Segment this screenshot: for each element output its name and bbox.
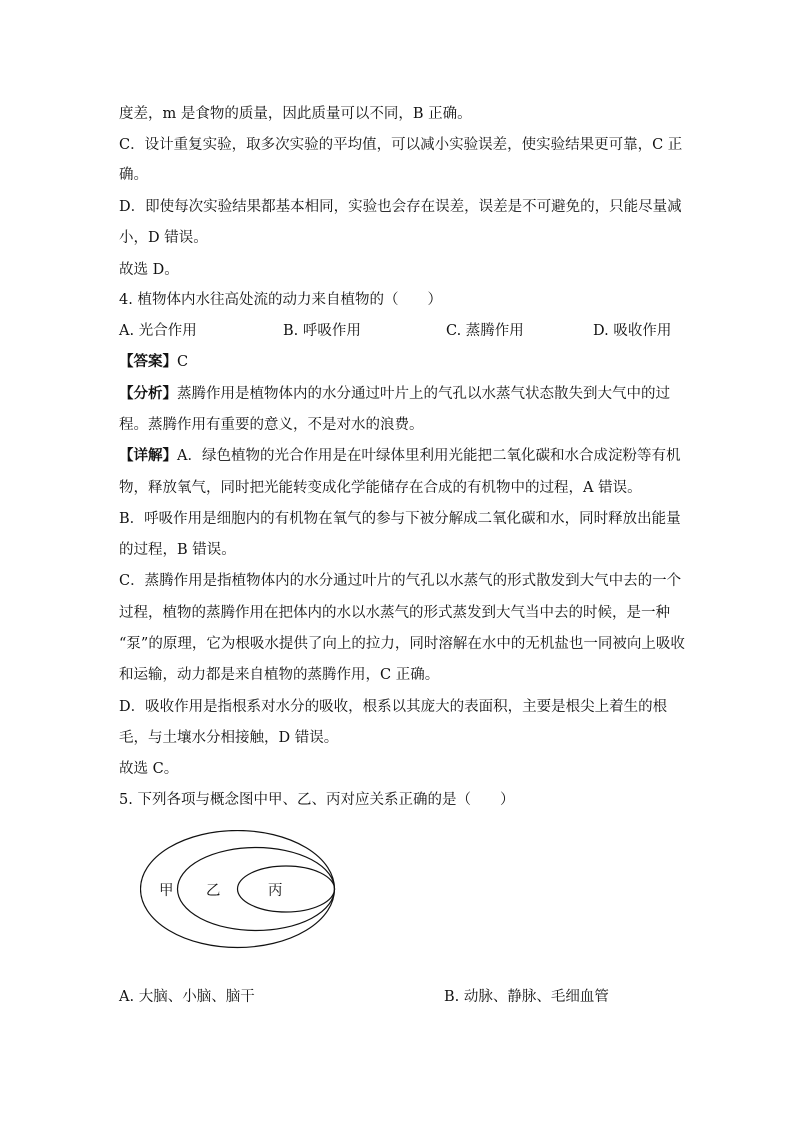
text-line: 毛，与土壤水分相接触，D 错误。 bbox=[119, 730, 339, 746]
answer-value: C bbox=[177, 354, 189, 370]
text-line: 小，D 错误。 bbox=[119, 230, 208, 246]
q4-answer bbox=[119, 353, 188, 371]
text-line: 程。蒸腾作用有重要的意义，不是对水的浪费。 bbox=[119, 417, 424, 433]
text-line: C．设计重复实验，取多次实验的平均值，可以减小实验误差，使实验结果更可靠，C 正 bbox=[119, 137, 683, 153]
q4-option-b: B. 呼吸作用 bbox=[283, 323, 361, 339]
text-line: 确。 bbox=[119, 167, 148, 183]
answer-label: 【答案】 bbox=[119, 353, 177, 370]
text-line: “泵”的原理，它为根吸水提供了向上的拉力，同时溶解在水中的无机盐也一同被向上吸收 bbox=[119, 636, 685, 652]
text-line: 故选 C。 bbox=[119, 761, 179, 777]
text-line: D．即使每次实验结果都基本相同，实验也会存在误差，误差是不可避免的，只能尽量减 bbox=[119, 199, 682, 215]
q4-option-d: D. 吸收作用 bbox=[593, 323, 672, 339]
inner-ellipse-bing bbox=[238, 866, 335, 912]
detail-label: 【详解】 bbox=[119, 447, 177, 464]
text-line: 的过程，B 错误。 bbox=[119, 542, 236, 558]
text-line: 故选 D。 bbox=[119, 262, 179, 278]
q5-option-b: B. 动脉、静脉、毛细血管 bbox=[444, 989, 609, 1005]
analysis-text: 蒸腾作用是植物体内的水分通过叶片上的气孔以水蒸气状态散失到大气中的过 bbox=[177, 386, 670, 402]
q4-option-c: C. 蒸腾作用 bbox=[446, 323, 524, 339]
question-4-stem: 4. 植物体内水往高处流的动力来自植物的（ ） bbox=[119, 292, 442, 308]
q5-option-a: A. 大脑、小脑、脑干 bbox=[119, 989, 255, 1005]
question-5-stem: 5. 下列各项与概念图中甲、乙、丙对应关系正确的是（ ） bbox=[119, 792, 515, 808]
text-line: 和运输，动力都是来自植物的蒸腾作用，C 正确。 bbox=[119, 667, 440, 683]
middle-ellipse-yi bbox=[178, 848, 335, 931]
q4-analysis bbox=[119, 385, 670, 403]
text-line: B．呼吸作用是细胞内的有机物在氧气的参与下被分解成二氧化碳和水，同时释放出能量 bbox=[119, 511, 681, 527]
text-line: 度差，m 是食物的质量，因此质量可以不同，B 正确。 bbox=[119, 106, 472, 122]
analysis-label: 【分析】 bbox=[119, 385, 177, 402]
text-line: D．吸收作用是指根系对水分的吸收，根系以其庞大的表面积，主要是根尖上着生的根 bbox=[119, 699, 668, 715]
text-line: C．蒸腾作用是指植物体内的水分通过叶片的气孔以水蒸气的形式散发到大气中去的一个 bbox=[119, 573, 682, 589]
label-jia: 甲 bbox=[159, 883, 174, 899]
label-yi: 乙 bbox=[206, 883, 221, 899]
label-bing: 丙 bbox=[268, 883, 283, 899]
concept-diagram bbox=[140, 830, 350, 950]
text-line: 过程，植物的蒸腾作用在把体内的水以水蒸气的形式蒸发到大气当中去的时候，是一种 bbox=[119, 605, 670, 621]
q4-option-a: A. 光合作用 bbox=[119, 323, 197, 339]
detail-text: A．绿色植物的光合作用是在叶绿体里利用光能把二氧化碳和水合成淀粉等有机 bbox=[177, 448, 681, 464]
q4-detail bbox=[119, 447, 680, 465]
text-line: 物，释放氧气，同时把光能转变成化学能储存在合成的有机物中的过程，A 错误。 bbox=[119, 480, 642, 496]
